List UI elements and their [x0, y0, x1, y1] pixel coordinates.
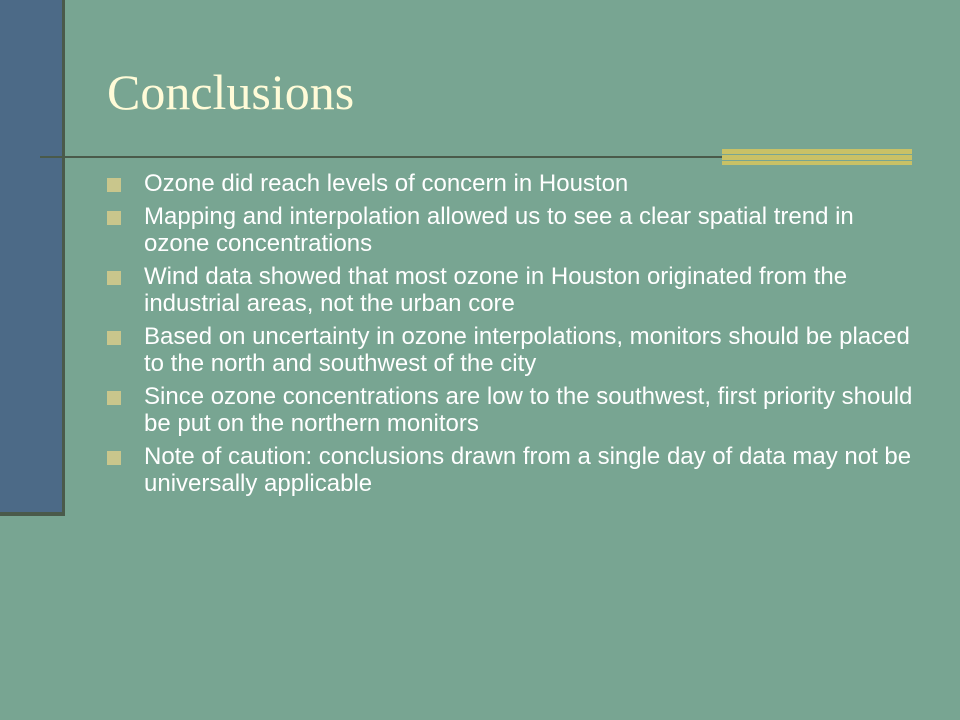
- bullet-text: Note of caution: conclusions drawn from a single day of data may not be universally applicable: [144, 443, 912, 497]
- list-item: [107, 263, 917, 317]
- list-item: [107, 203, 917, 257]
- bullet-text: Wind data showed that most ozone in Houston originated from the industrial areas, not the urban core: [144, 263, 848, 317]
- accent-stripes: [722, 149, 912, 165]
- sidebar-decoration: [0, 0, 65, 516]
- square-bullet-icon: [107, 211, 121, 225]
- bullet-text: Mapping and interpolation allowed us to see a clear spatial trend in ozone concentrations: [144, 203, 854, 257]
- bullet-text: Based on uncertainty in ozone interpolations, monitors should be placed to the north and southwest of the city: [144, 323, 910, 377]
- list-item: [107, 383, 917, 437]
- bullet-text: Since ozone concentrations are low to the southwest, first priority should be put on the northern monitors: [144, 383, 913, 437]
- square-bullet-icon: [107, 331, 121, 345]
- square-bullet-icon: [107, 391, 121, 405]
- square-bullet-icon: [107, 178, 121, 192]
- bullet-text: Ozone did reach levels of concern in Houston: [144, 170, 629, 197]
- bullet-list: [107, 170, 917, 503]
- list-item: [107, 323, 917, 377]
- square-bullet-icon: [107, 451, 121, 465]
- list-item: [107, 443, 917, 497]
- list-item: [107, 170, 917, 197]
- page-title: Conclusions: [107, 64, 355, 120]
- square-bullet-icon: [107, 271, 121, 285]
